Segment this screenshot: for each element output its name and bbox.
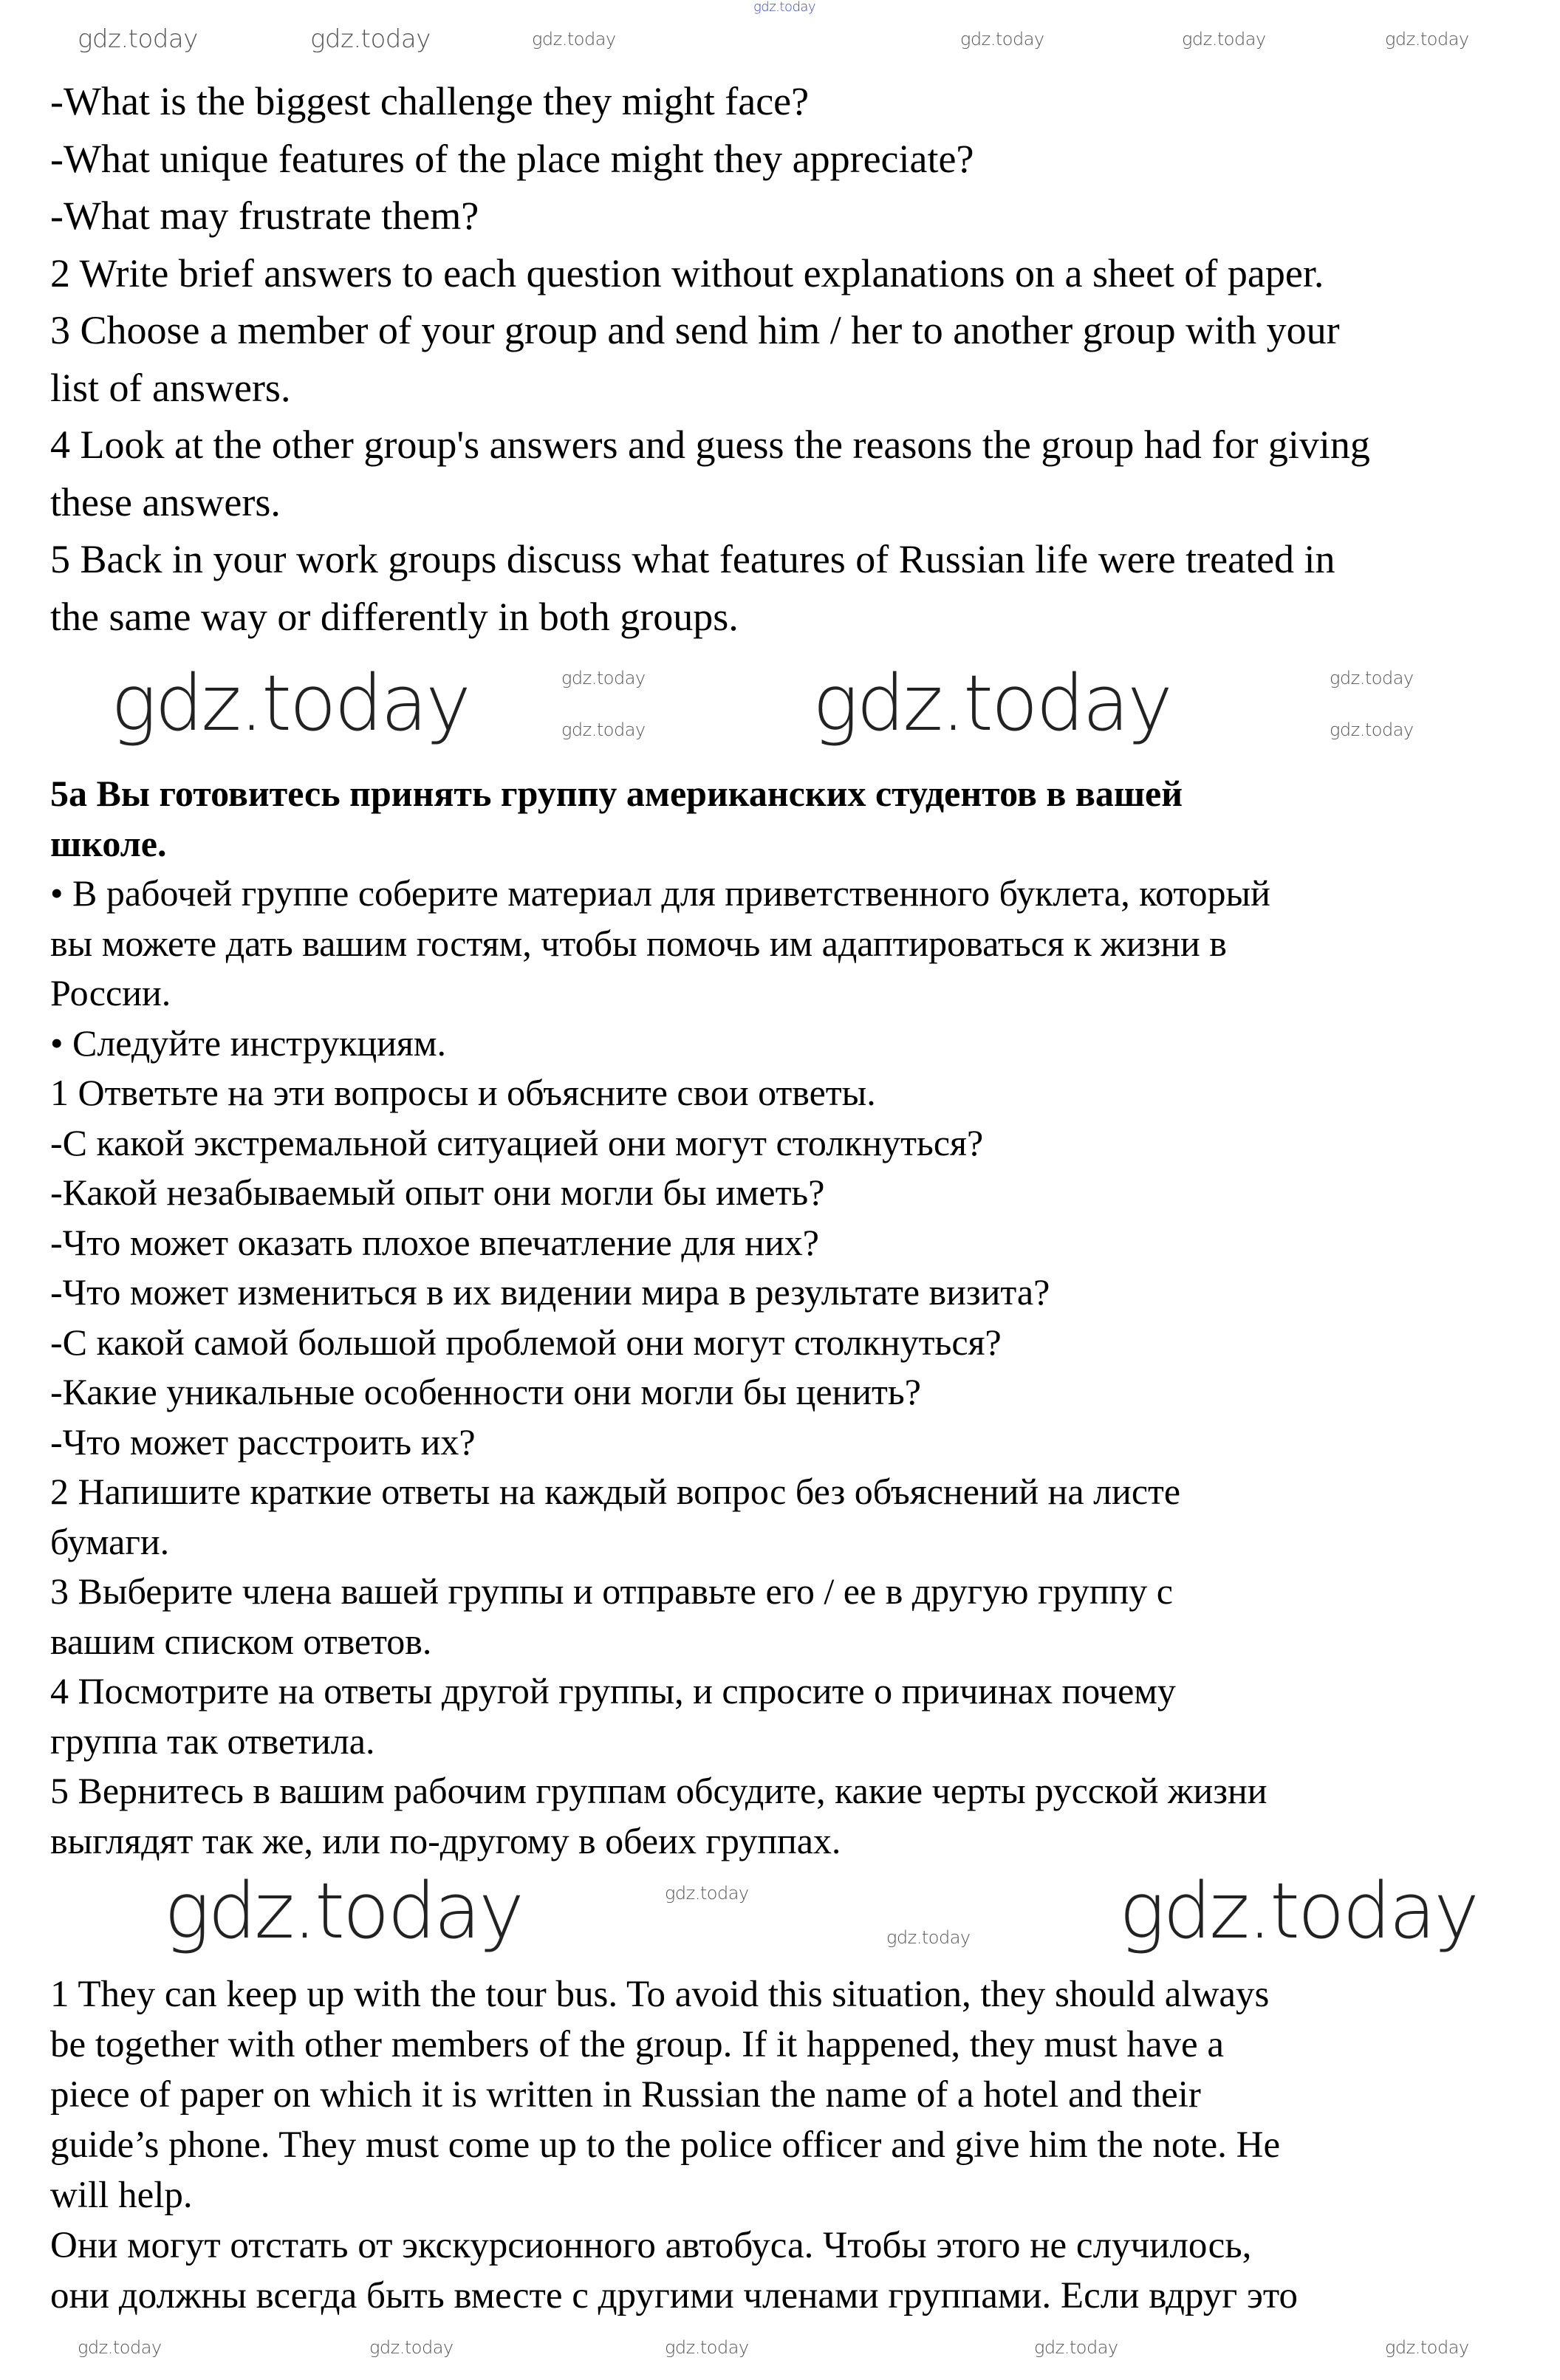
watermark: gdz.today: [1034, 2337, 1118, 2358]
watermark: gdz.today: [960, 29, 1044, 49]
text-line: 3 Выберите члена вашей группы и отправьте его / ее в другую группу с: [50, 1570, 1173, 1612]
text-line: 3 Choose a member of your group and send him / her to another group with your: [50, 308, 1340, 352]
watermark-large: gdz.today: [1119, 1866, 1477, 1956]
text-line: группа так ответила.: [50, 1720, 375, 1762]
text-line: вашим списком ответов.: [50, 1620, 432, 1662]
text-line: -Что может оказать плохое впечатление для них?: [50, 1221, 819, 1263]
text-line: России.: [50, 972, 171, 1013]
text-line: -Какие уникальные особенности они могли бы ценить?: [50, 1371, 921, 1412]
text-line: will help.: [50, 2175, 193, 2216]
text-line: -С какой самой большой проблемой они могут столкнуться?: [50, 1321, 1002, 1363]
watermark: gdz.today: [886, 1927, 971, 1948]
watermark: gdz.today: [78, 24, 198, 54]
english-task: [50, 73, 1370, 646]
watermark: gdz.today: [532, 29, 616, 49]
text-line: 4 Look at the other group's answers and guess the reasons the group had for giving: [50, 423, 1370, 467]
text-line: piece of paper on which it is written in Russian the name of a hotel and their: [50, 2074, 1201, 2116]
text-line: list of answers.: [50, 365, 291, 410]
text-line: 5 Back in your work groups discuss what features of Russian life were treated in: [50, 537, 1335, 581]
text-line: выглядят так же, или по-другому в обеих группах.: [50, 1819, 841, 1861]
watermark: gdz.today: [1330, 668, 1414, 688]
watermark: gdz.today: [1385, 29, 1469, 49]
text-line: 4 Посмотрите на ответы другой группы, и спросите о причинах почему: [50, 1670, 1176, 1712]
text-line: -Что может измениться в их видении мира в результате визита?: [50, 1271, 1050, 1313]
watermark: gdz.today: [561, 719, 646, 740]
text-line: guide’s phone. They must come up to the police officer and give him the note. He: [50, 2124, 1281, 2166]
text-line: 1 They can keep up with the tour bus. To avoid this situation, they should always: [50, 1974, 1270, 2015]
text-line: • Следуйте инструкциям.: [50, 1022, 447, 1064]
watermark: gdz.today: [561, 668, 646, 688]
text-line: these answers.: [50, 479, 281, 524]
text-line: -С какой экстремальной ситуацией они могут столкнуться?: [50, 1121, 984, 1163]
watermark-large: gdz.today: [164, 1866, 522, 1956]
text-line: вы можете дать вашим гостям, чтобы помочь им адаптироваться к жизни в: [50, 922, 1227, 964]
watermark: gdz.today: [665, 1883, 749, 1904]
text-line: the same way or differently in both groups.: [50, 594, 739, 639]
watermark-top[interactable]: gdz.today: [753, 0, 816, 15]
watermark: gdz.today: [310, 24, 431, 54]
watermark-large: gdz.today: [111, 658, 469, 748]
task-heading: 5a Вы готовитесь принять группу американских студентов в вашей: [50, 773, 1183, 814]
text-line: • В рабочей группе соберите материал для приветственного буклета, который: [50, 872, 1270, 914]
text-line: 5 Вернитесь в вашим рабочим группам обсудите, какие черты русской жизни: [50, 1770, 1268, 1811]
watermark: gdz.today: [1385, 2337, 1469, 2358]
watermark: gdz.today: [1330, 719, 1414, 740]
text-line: -Какой незабываемый опыт они могли бы иметь?: [50, 1172, 825, 1213]
watermark: gdz.today: [369, 2337, 454, 2358]
text-line: -What unique features of the place might they appreciate?: [50, 136, 974, 181]
text-line: они должны всегда быть вместе с другими членами группами. Если вдруг это: [50, 2275, 1298, 2316]
text-line: Они могут отстать от экскурсионного автобуса. Чтобы этого не случилось,: [50, 2225, 1252, 2266]
text-line: be together with other members of the group. If it happened, they must have a: [50, 2024, 1225, 2065]
text-line: -Что может расстроить их?: [50, 1420, 476, 1463]
text-line: 2 Напишите краткие ответы на каждый вопрос без объяснений на листе: [50, 1471, 1181, 1512]
task-heading: школе.: [50, 822, 167, 864]
text-line: 1 Ответьте на эти вопросы и объясните свои ответы.: [50, 1072, 876, 1113]
text-line: бумаги.: [50, 1520, 170, 1562]
watermark: gdz.today: [665, 2337, 749, 2358]
text-line: 2 Write brief answers to each question without explanations on a sheet of paper.: [50, 250, 1324, 295]
text-line: -What is the biggest challenge they might face?: [50, 79, 810, 123]
russian-task: [50, 769, 1270, 1866]
watermark-large: gdz.today: [812, 658, 1171, 748]
watermark: gdz.today: [78, 2337, 162, 2358]
text-line: -What may frustrate them?: [50, 194, 479, 238]
watermark: gdz.today: [1182, 29, 1266, 49]
answer: [50, 1969, 1298, 2321]
